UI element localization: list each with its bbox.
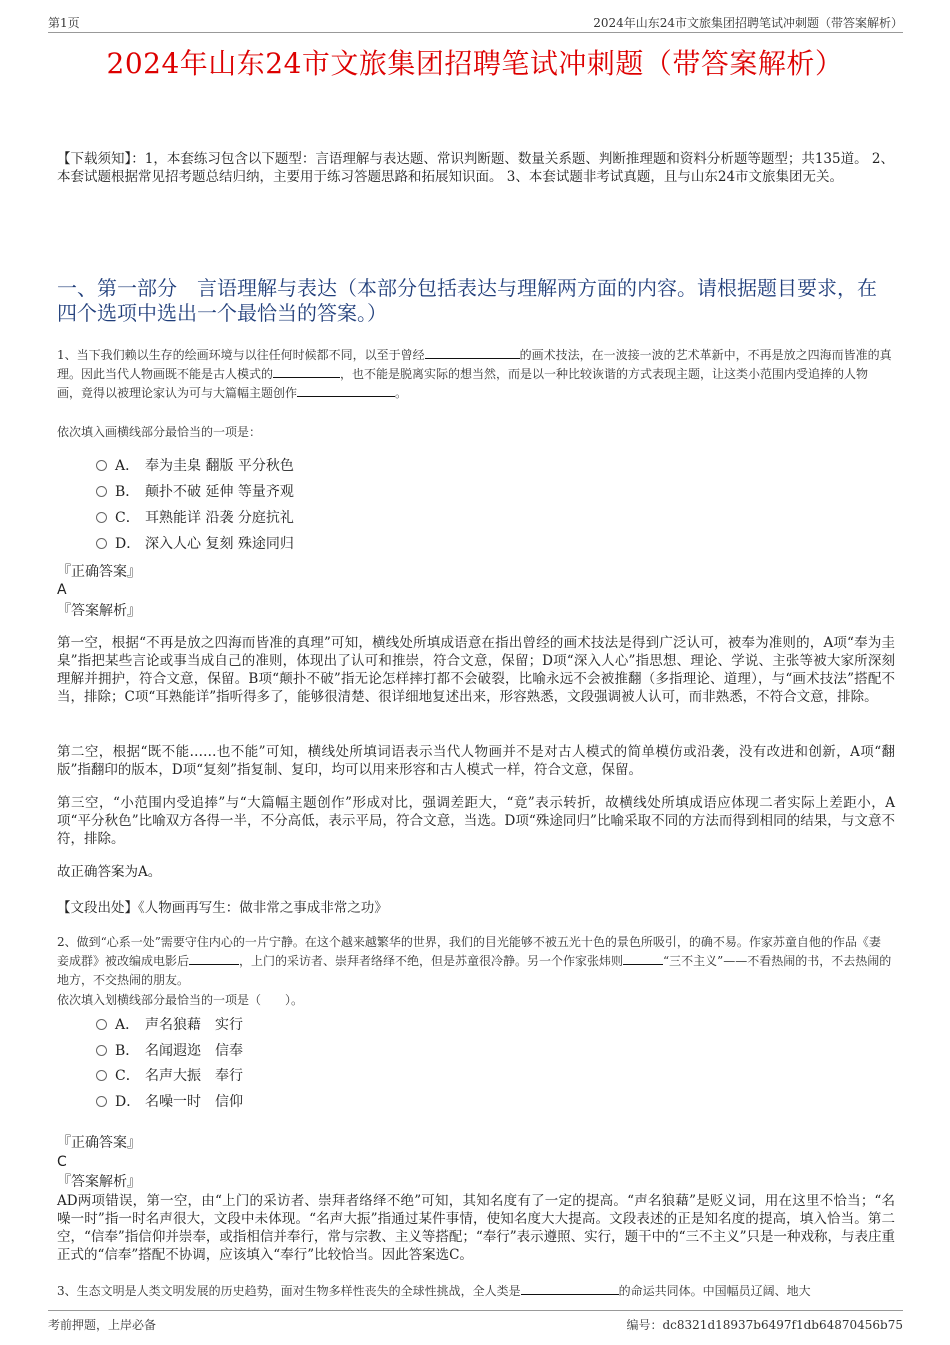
q2-prompt: 依次填入划横线部分最恰当的一项是（ ）。	[57, 993, 304, 1007]
q2-blank-1	[189, 952, 239, 965]
question-2-stem	[57, 933, 892, 990]
q3-text-1: 3、生态文明是人类文明发展的历史趋势，面对生物多样性丧失的全球性挑战，全人类是	[57, 1284, 521, 1298]
header-doc-title: 2024年山东24市文旅集团招聘笔试冲刺题（带答案解析）	[593, 16, 903, 30]
q2-option-c[interactable]: C． 名声大振 奉行	[96, 1067, 243, 1085]
radio-icon[interactable]	[96, 1019, 107, 1030]
page-footer	[48, 1310, 903, 1333]
q3-blank-1	[521, 1282, 619, 1295]
q2-option-a[interactable]: A． 声名狼藉 实行	[96, 1016, 243, 1034]
question-3-stem	[57, 1282, 892, 1301]
document-title: 2024年山东24市文旅集团招聘笔试冲刺题（带答案解析）	[106, 47, 844, 80]
radio-icon[interactable]	[96, 486, 107, 497]
q3-text-2: 的命运共同体。中国幅员辽阔、地大	[618, 1284, 811, 1298]
q2-analysis-label: 『答案解析』	[57, 1174, 141, 1190]
q2-text-3: “三不主义”——不看热闹的书，不去热闹的地方，不交热闹的朋友。	[57, 954, 892, 987]
q2-text-1: 2、做到“心系一处”需要守住内心的一片宁静。在这个越来越繁华的世界，我们的目光能够不被五光十色的景色所吸引，的确不易。作家苏童自他的作品《妻妾成群》被改编成电影后	[57, 935, 881, 968]
radio-icon[interactable]	[96, 512, 107, 523]
footer-slogan: 考前押题，上岸必备	[48, 1318, 157, 1332]
q1-analysis-para-2: 第二空，根据“既不能……也不能”可知，横线处所填词语表示当代人物画并不是对古人模式的简单模仿或沿袭，没有改进和创新，A项“翻版”指翻印的版本，D项“复刻”指复制、复印，均可以用来形容和古人模式一样，符合文意，保留。	[57, 744, 895, 778]
q1-text-4: 。	[395, 386, 408, 400]
page-header	[48, 12, 903, 33]
page-number: 第1页	[48, 16, 80, 30]
q2-correct-answer: C	[57, 1154, 67, 1170]
radio-icon[interactable]	[96, 460, 107, 471]
download-notice: 【下载须知】：1，本套练习包含以下题型：言语理解与表达题、常识判断题、数量关系题、判断推理题和资料分析题等题型；共135道。 2、本套试题根据常见招考题总结归纳，主要用于练习答题思路和拓展知识面。 3、本套试题非考试真题，且与山东24市文旅集团无关。	[57, 151, 894, 185]
q1-option-c[interactable]: C． 耳熟能详 沿袭 分庭抗礼	[96, 509, 294, 527]
q1-analysis-para-3: 第三空，“小范围内受追捧”与“大篇幅主题创作”形成对比，强调差距大，“竟”表示转折，故横线处所填成语应体现二者实际上差距小，A项“平分秋色”比喻双方各得一半，不分高低，表示平局，符合文意，当选。D项“殊途同归”比喻采取不同的方法而得到相同的结果，与文意不符，排除。	[57, 795, 895, 847]
q2-option-b[interactable]: B． 名闻遐迩 信奉	[96, 1042, 243, 1060]
q2-text-2: ，上门的采访者、崇拜者络绎不绝，但是苏童很冷静。另一个作家张炜则	[239, 954, 624, 968]
radio-icon[interactable]	[96, 1070, 107, 1081]
q1-text-1: 1、当下我们赖以生存的绘画环境与以往任何时候都不同，以至于曾经	[57, 348, 425, 362]
q1-analysis-conclusion: 故正确答案为A。	[57, 864, 162, 880]
q1-analysis-para-1: 第一空，根据“不再是放之四海而皆准的真理”可知，横线处所填成语意在指出曾经的画术技法是得到广泛认可，被奉为准则的，A项“奉为圭臬”指把某些言论或事当成自己的准则，体现出了认可和推崇，符合文意，保留；D项“深入人心”指思想、理论、学说、主张等被大家所深刻理解并拥护，符合文意，保留。B项“颠扑不破”指无论怎样摔打都不会破裂，比喻永远不会被推翻（多指理论、道理），与“画术技法”搭配不当，排除；C项“耳熟能详”指听得多了，能够很清楚、很详细地复述出来，形容熟悉，文段强调被人认可，而非熟悉，不符合文意，排除。	[57, 635, 895, 705]
q1-source: 【文段出处】《人物画再写生：做非常之事成非常之功》	[57, 900, 388, 916]
q2-blank-2	[623, 952, 663, 965]
q1-text-2: 的画术技法，在一波接一波的艺术革新中，不再是放之四海而皆准的真理。因此当代人物画既不能是古人模式的	[57, 348, 892, 381]
q2-option-d[interactable]: D． 名噪一时 信仰	[96, 1093, 243, 1111]
q1-blank-1	[425, 346, 520, 359]
q1-analysis-label: 『答案解析』	[57, 603, 141, 619]
q1-correct-answer: A	[57, 582, 67, 598]
q1-blank-2	[273, 365, 340, 378]
radio-icon[interactable]	[96, 1096, 107, 1107]
q1-option-a[interactable]: A． 奉为圭臬 翻版 平分秋色	[96, 457, 294, 475]
q1-text-3: ，也不能是脱离实际的想当然，而是以一种比较诙谐的方式表现主题，让这类小范围内受追捧的人物画，竟得以被理论家认为可与大篇幅主题创作	[57, 367, 869, 400]
q2-analysis: AD两项错误，第一空，由“上门的采访者、崇拜者络绎不绝”可知，其知名度有了一定的提高。“声名狼藉”是贬义词，用在这里不恰当；“名噪一时”指一时名声很大，文段中未体现。“名声大振”指通过某件事情，使知名度大大提高。文段表述的正是知名度的提高，填入恰当。第二空，“信奉”指信仰并崇奉，或指相信并奉行，常与宗教、主义等搭配；“奉行”表示遵照、实行，题干中的“三不主义”只是一种戏称，与表庄重正式的“信奉”搭配不协调，应该填入“奉行”比较恰当。因此答案选C。	[57, 1193, 895, 1263]
q1-prompt: 依次填入画横线部分最恰当的一项是：	[57, 425, 262, 439]
section-heading: 一、第一部分 言语理解与表达（本部分包括表达与理解两方面的内容。请根据题目要求，在四个选项中选出一个最恰当的答案。）	[57, 276, 877, 325]
q1-correct-label: 『正确答案』	[57, 564, 141, 580]
q2-correct-label: 『正确答案』	[57, 1135, 141, 1151]
footer-doc-id: 编号：dc8321d18937b6497f1db64870456b75	[626, 1318, 903, 1332]
q1-blank-3	[297, 384, 395, 397]
q1-option-b[interactable]: B． 颠扑不破 延伸 等量齐观	[96, 483, 294, 501]
q1-option-d[interactable]: D． 深入人心 复刻 殊途同归	[96, 535, 294, 553]
radio-icon[interactable]	[96, 1045, 107, 1056]
radio-icon[interactable]	[96, 538, 107, 549]
question-1-stem	[57, 346, 892, 403]
